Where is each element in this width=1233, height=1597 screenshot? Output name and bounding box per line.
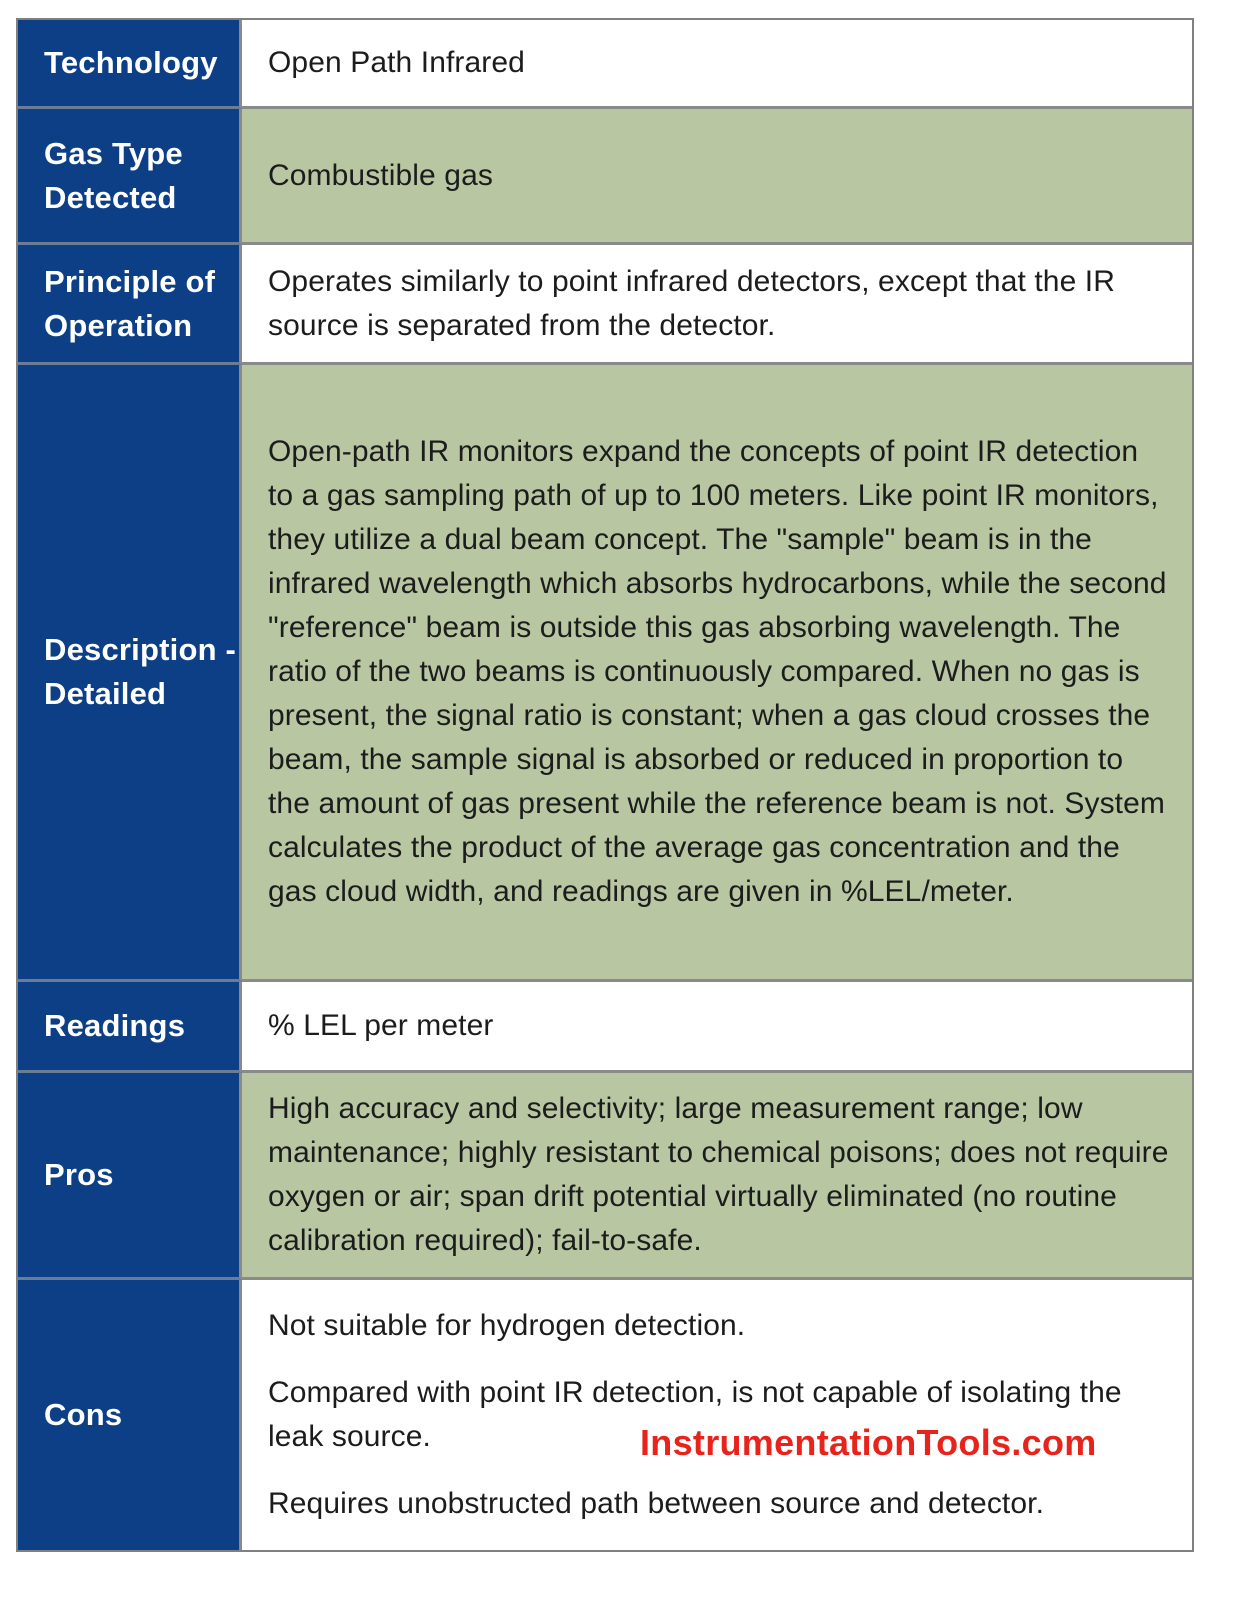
table-row-technology — [18, 20, 1192, 109]
row-value-readings: % LEL per meter — [242, 982, 1192, 1073]
row-label-technology: Technology — [18, 20, 242, 109]
table-row-readings — [18, 982, 1192, 1073]
cons-item: Requires unobstructed path between source and detector. — [268, 1487, 1045, 1520]
row-label-principle: Principle of Operation — [18, 245, 242, 365]
row-label-cons: Cons — [18, 1280, 242, 1550]
cons-item: Compared with point IR detection, is not capable of isolating the leak source. — [268, 1376, 1122, 1453]
table-row-pros — [18, 1073, 1192, 1280]
row-label-gas-type: Gas Type Detected — [18, 109, 242, 245]
cons-item: Not suitable for hydrogen detection. — [268, 1309, 746, 1342]
row-value-pros: High accuracy and selectivity; large measurement range; low maintenance; highly resistant to chemical poisons; does not require oxygen or air; span drift potential virtually eliminated (no routine calibration required); fail-to-safe. — [242, 1073, 1192, 1280]
row-label-description: Description - Detailed — [18, 365, 242, 982]
watermark-text: InstrumentationTools.com — [640, 1422, 1097, 1463]
gas-detector-spec-table — [16, 18, 1194, 1552]
table-row-description — [18, 365, 1192, 982]
table-row-gas-type — [18, 109, 1192, 245]
row-label-pros: Pros — [18, 1073, 242, 1280]
row-value-technology: Open Path Infrared — [242, 20, 1192, 109]
row-value-description: Open-path IR monitors expand the concepts of point IR detection to a gas sampling path of up to 100 meters. Like point IR monitors, they utilize a dual beam concept. The "sample" beam is in the infrared wavelength which absorbs hydrocarbons, while the second "reference" beam is outside this gas absorbing wavelength. The ratio of the two beams is continuously compared. When no gas is present, the signal ratio is constant; when a gas cloud crosses the beam, the sample signal is absorbed or reduced in proportion to the amount of gas present while the reference beam is not. System calculates the product of the average gas concentration and the gas cloud width, and readings are given in %LEL/meter. — [242, 365, 1192, 982]
table-row-cons — [18, 1280, 1192, 1550]
spec-table — [18, 20, 1192, 1550]
table-row-principle — [18, 245, 1192, 365]
row-value-gas-type: Combustible gas — [242, 109, 1192, 245]
row-label-readings: Readings — [18, 982, 242, 1073]
row-value-cons — [242, 1280, 1192, 1550]
row-value-principle: Operates similarly to point infrared detectors, except that the IR source is separated from the detector. — [242, 245, 1192, 365]
